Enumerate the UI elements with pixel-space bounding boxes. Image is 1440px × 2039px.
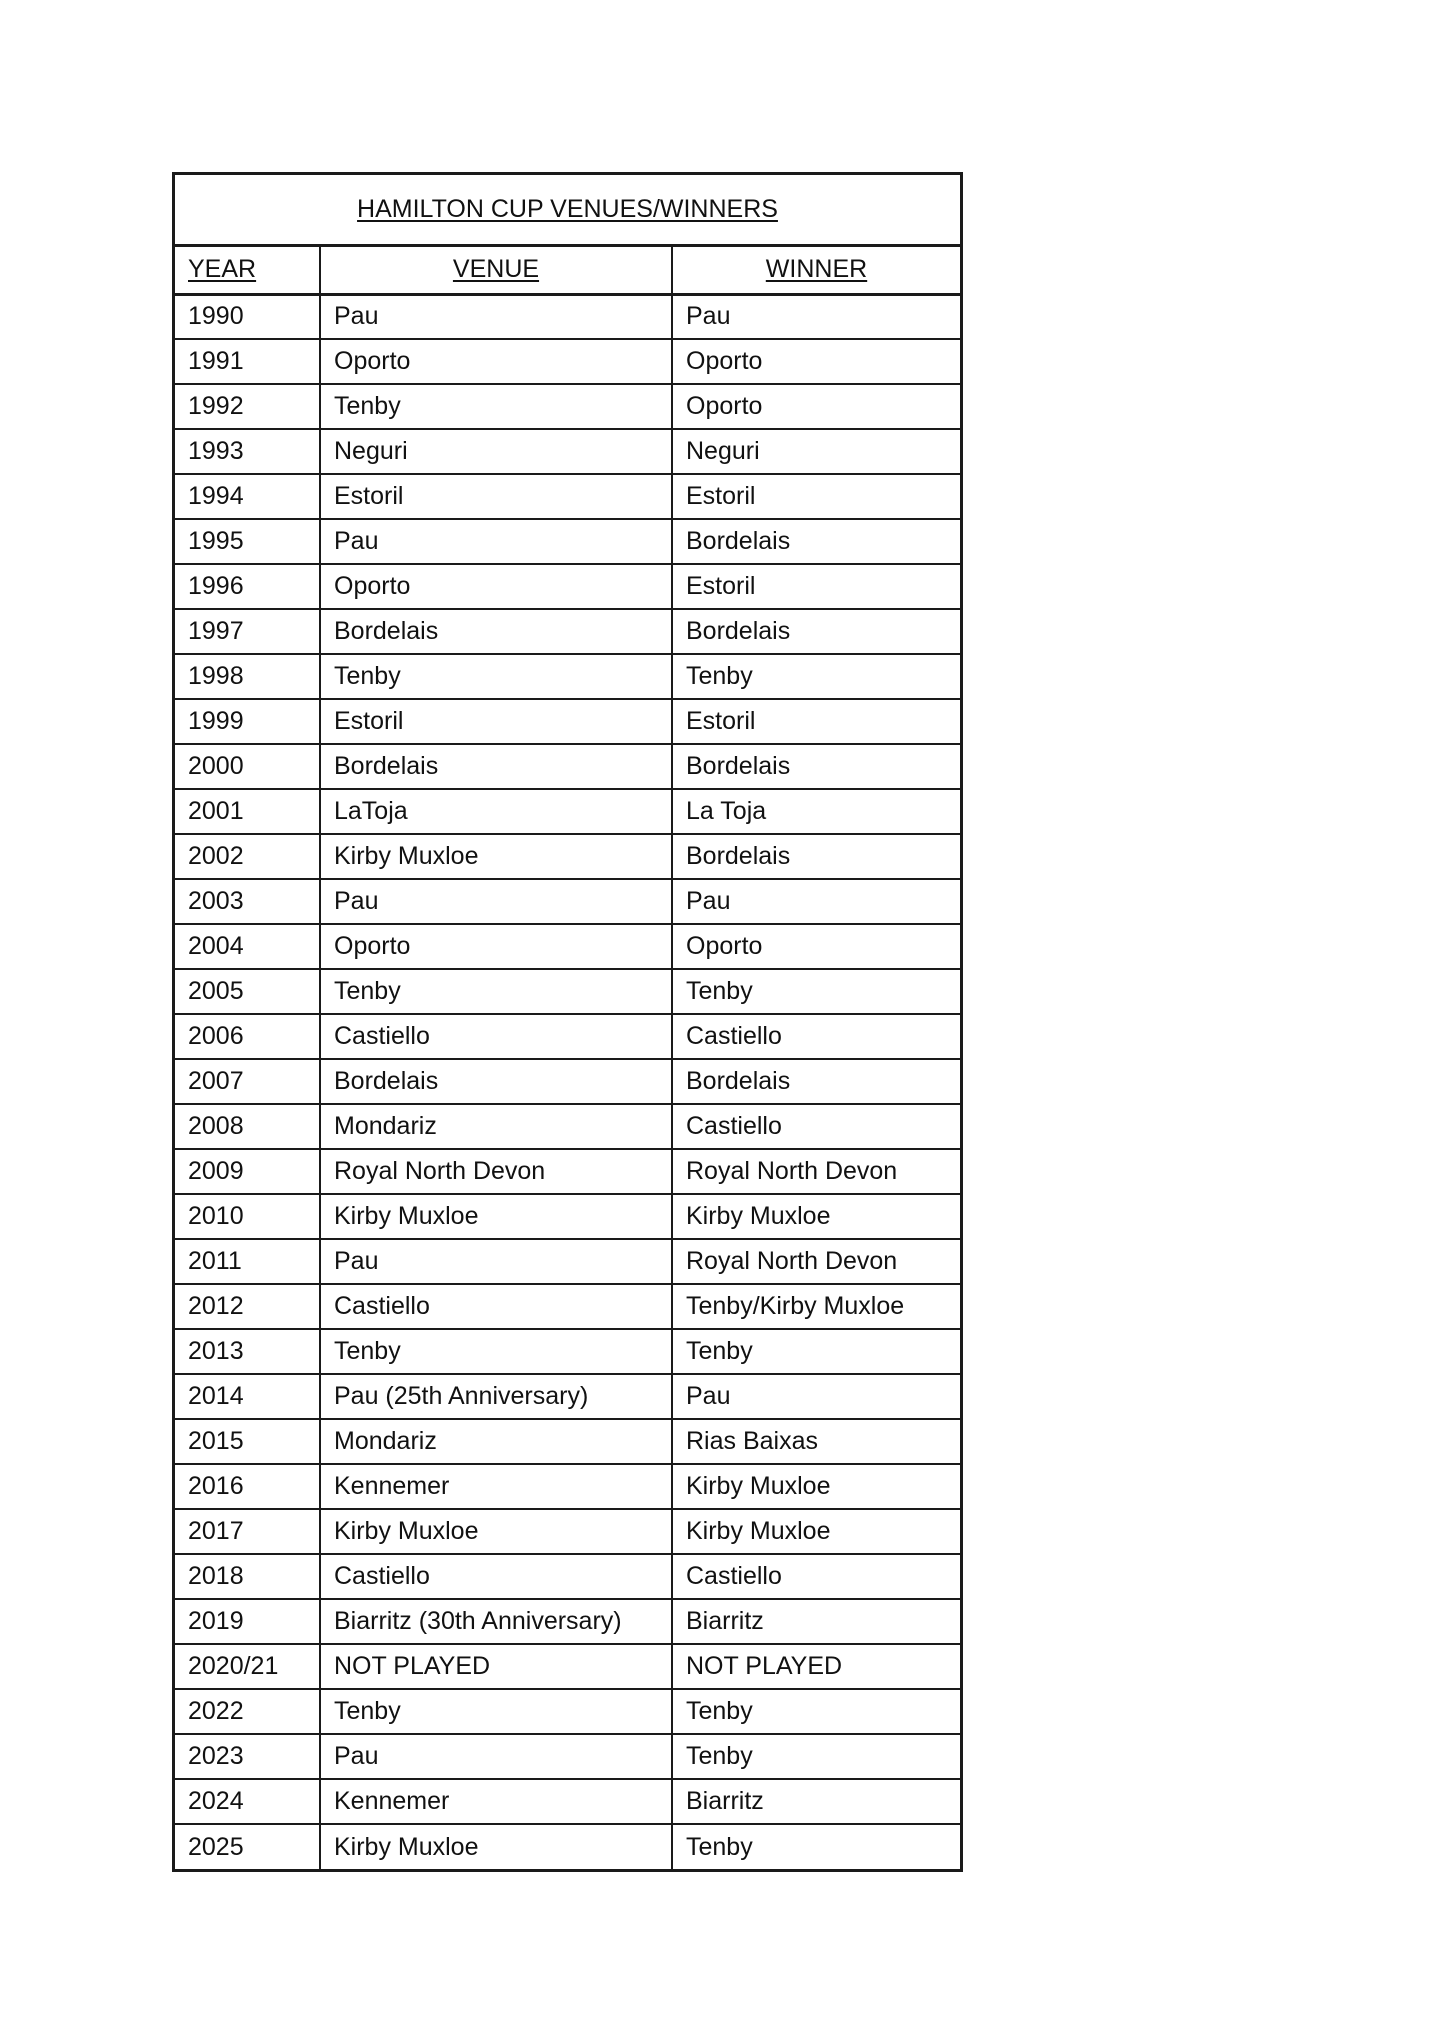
winner-cell: Kirby Muxloe (672, 1464, 960, 1509)
table-title: HAMILTON CUP VENUES/WINNERS (175, 175, 960, 247)
venue-cell: NOT PLAYED (320, 1644, 672, 1689)
table-row (175, 789, 960, 834)
winner-cell: Oporto (672, 339, 960, 384)
venue-cell: Oporto (320, 564, 672, 609)
venue-cell: Biarritz (30th Anniversary) (320, 1599, 672, 1644)
venue-cell: Tenby (320, 969, 672, 1014)
year-cell: 2002 (175, 834, 320, 879)
year-cell: 2013 (175, 1329, 320, 1374)
venue-cell: Kirby Muxloe (320, 1194, 672, 1239)
table-row (175, 609, 960, 654)
winner-cell: Tenby (672, 1824, 960, 1869)
results-table-container (172, 172, 963, 1872)
winner-cell: Castiello (672, 1554, 960, 1599)
year-cell: 1996 (175, 564, 320, 609)
year-cell: 2012 (175, 1284, 320, 1329)
winner-cell: Rias Baixas (672, 1419, 960, 1464)
table-row (175, 834, 960, 879)
year-cell: 2017 (175, 1509, 320, 1554)
venue-cell: Estoril (320, 699, 672, 744)
venue-cell: Pau (320, 879, 672, 924)
year-cell: 2010 (175, 1194, 320, 1239)
table-row (175, 1554, 960, 1599)
winner-cell: Estoril (672, 564, 960, 609)
table-row (175, 429, 960, 474)
winner-cell: Tenby (672, 654, 960, 699)
table-row (175, 1059, 960, 1104)
year-cell: 2006 (175, 1014, 320, 1059)
winner-cell: Pau (672, 879, 960, 924)
winner-cell: La Toja (672, 789, 960, 834)
winner-cell: Bordelais (672, 609, 960, 654)
table-row (175, 564, 960, 609)
year-cell: 2004 (175, 924, 320, 969)
venue-column-header: VENUE (320, 247, 672, 294)
table-row (175, 1824, 960, 1869)
winner-cell: Biarritz (672, 1599, 960, 1644)
year-cell: 2019 (175, 1599, 320, 1644)
venue-cell: LaToja (320, 789, 672, 834)
results-table (175, 247, 960, 1869)
year-cell: 1997 (175, 609, 320, 654)
winner-cell: Oporto (672, 924, 960, 969)
winner-cell: Bordelais (672, 1059, 960, 1104)
venue-cell: Kirby Muxloe (320, 834, 672, 879)
year-cell: 2005 (175, 969, 320, 1014)
winner-cell: Bordelais (672, 834, 960, 879)
year-cell: 1990 (175, 294, 320, 339)
venue-cell: Kirby Muxloe (320, 1824, 672, 1869)
venue-cell: Castiello (320, 1014, 672, 1059)
winner-cell: NOT PLAYED (672, 1644, 960, 1689)
winner-cell: Castiello (672, 1014, 960, 1059)
year-cell: 2025 (175, 1824, 320, 1869)
winner-cell: Tenby (672, 1689, 960, 1734)
table-row (175, 1779, 960, 1824)
table-row (175, 1644, 960, 1689)
venue-cell: Kennemer (320, 1464, 672, 1509)
venue-cell: Tenby (320, 384, 672, 429)
table-row (175, 474, 960, 519)
table-row (175, 1194, 960, 1239)
winner-cell: Pau (672, 1374, 960, 1419)
venue-cell: Bordelais (320, 1059, 672, 1104)
winner-cell: Tenby (672, 1329, 960, 1374)
table-row (175, 924, 960, 969)
winner-cell: Estoril (672, 699, 960, 744)
table-row (175, 1419, 960, 1464)
venue-cell: Oporto (320, 339, 672, 384)
year-cell: 2014 (175, 1374, 320, 1419)
venue-cell: Tenby (320, 654, 672, 699)
venue-cell: Oporto (320, 924, 672, 969)
winner-cell: Pau (672, 294, 960, 339)
winner-cell: Royal North Devon (672, 1239, 960, 1284)
table-row (175, 1599, 960, 1644)
winner-cell: Oporto (672, 384, 960, 429)
table-row (175, 384, 960, 429)
venue-cell: Royal North Devon (320, 1149, 672, 1194)
table-row (175, 339, 960, 384)
year-cell: 1998 (175, 654, 320, 699)
year-cell: 2009 (175, 1149, 320, 1194)
venue-cell: Castiello (320, 1284, 672, 1329)
venue-cell: Neguri (320, 429, 672, 474)
year-cell: 2015 (175, 1419, 320, 1464)
year-cell: 2018 (175, 1554, 320, 1599)
header-row (175, 247, 960, 294)
table-row (175, 1464, 960, 1509)
table-row (175, 1374, 960, 1419)
year-cell: 1992 (175, 384, 320, 429)
table-row (175, 1509, 960, 1554)
winner-cell: Kirby Muxloe (672, 1194, 960, 1239)
venue-cell: Pau (320, 1734, 672, 1779)
venue-cell: Pau (320, 1239, 672, 1284)
venue-cell: Pau (25th Anniversary) (320, 1374, 672, 1419)
table-row (175, 699, 960, 744)
table-row (175, 1734, 960, 1779)
table-row (175, 519, 960, 564)
table-row (175, 294, 960, 339)
table-row (175, 969, 960, 1014)
venue-cell: Bordelais (320, 744, 672, 789)
year-cell: 1994 (175, 474, 320, 519)
winner-column-header: WINNER (672, 247, 960, 294)
table-body (175, 294, 960, 1869)
winner-cell: Estoril (672, 474, 960, 519)
table-row (175, 1104, 960, 1149)
winner-cell: Biarritz (672, 1779, 960, 1824)
table-row (175, 1149, 960, 1194)
venue-cell: Estoril (320, 474, 672, 519)
winner-cell: Tenby/Kirby Muxloe (672, 1284, 960, 1329)
winner-cell: Bordelais (672, 744, 960, 789)
venue-cell: Kennemer (320, 1779, 672, 1824)
table-row (175, 879, 960, 924)
year-cell: 2011 (175, 1239, 320, 1284)
year-cell: 2022 (175, 1689, 320, 1734)
venue-cell: Mondariz (320, 1104, 672, 1149)
table-row (175, 1689, 960, 1734)
winner-cell: Tenby (672, 969, 960, 1014)
table-row (175, 1284, 960, 1329)
year-cell: 1995 (175, 519, 320, 564)
winner-cell: Kirby Muxloe (672, 1509, 960, 1554)
year-cell: 1999 (175, 699, 320, 744)
winner-cell: Castiello (672, 1104, 960, 1149)
venue-cell: Bordelais (320, 609, 672, 654)
venue-cell: Pau (320, 519, 672, 564)
venue-cell: Kirby Muxloe (320, 1509, 672, 1554)
venue-cell: Mondariz (320, 1419, 672, 1464)
venue-cell: Pau (320, 294, 672, 339)
venue-cell: Tenby (320, 1689, 672, 1734)
table-row (175, 1329, 960, 1374)
year-cell: 2016 (175, 1464, 320, 1509)
year-cell: 2008 (175, 1104, 320, 1149)
winner-cell: Neguri (672, 429, 960, 474)
year-cell: 2003 (175, 879, 320, 924)
year-cell: 2000 (175, 744, 320, 789)
year-cell: 1991 (175, 339, 320, 384)
year-cell: 1993 (175, 429, 320, 474)
year-column-header: YEAR (188, 255, 257, 284)
winner-cell: Tenby (672, 1734, 960, 1779)
year-cell: 2023 (175, 1734, 320, 1779)
table-row (175, 1239, 960, 1284)
table-row (175, 1014, 960, 1059)
table-row (175, 654, 960, 699)
year-cell: 2001 (175, 789, 320, 834)
venue-cell: Tenby (320, 1329, 672, 1374)
table-row (175, 744, 960, 789)
winner-cell: Bordelais (672, 519, 960, 564)
year-cell: 2020/21 (175, 1644, 320, 1689)
year-cell: 2024 (175, 1779, 320, 1824)
venue-cell: Castiello (320, 1554, 672, 1599)
year-cell: 2007 (175, 1059, 320, 1104)
winner-cell: Royal North Devon (672, 1149, 960, 1194)
